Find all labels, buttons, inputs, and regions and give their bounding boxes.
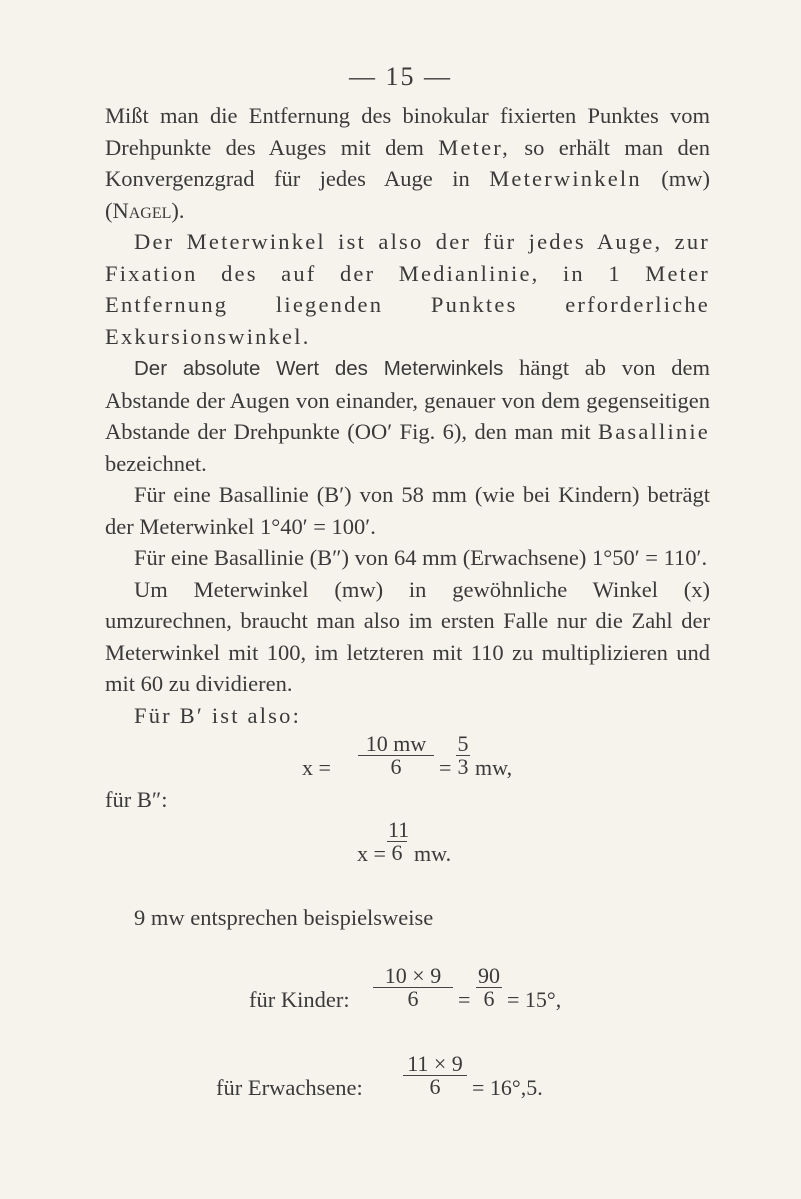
fraction	[373, 965, 453, 1010]
formula-lhs: x =	[357, 841, 386, 866]
denominator: 6	[429, 1074, 441, 1099]
numerator: 10 × 9	[373, 965, 453, 988]
paragraph-6: Um Meterwinkel (mw) in gewöhnliche Winkel (x) umzurechnen, braucht man also im ersten Falle nur die Zahl der Meterwinkel mit 100, im letzteren mit 110 zu multiplizieren und mit 60 zu dividieren.	[105, 576, 710, 696]
numerator: 11	[388, 817, 410, 842]
text-run: Mißt man die Entfernung des binokular fixierten Punktes vom Drehpunkte des Auges mit dem	[105, 103, 710, 160]
emphasis-meterwinkeln: Meterwinkeln	[489, 166, 642, 191]
denominator: 6	[390, 754, 402, 779]
denominator: 6	[391, 840, 403, 865]
formula-lhs: x =	[302, 755, 331, 780]
text-run: (mw) (	[105, 166, 710, 223]
numerator: 5	[457, 731, 469, 756]
paragraph-2: Der Meterwinkel ist also der für jedes Auge, zur Fixation des auf der Medianlinie, in 1 Meter Entfernung liegenden Punktes erforderliche Exkursionswinkel.	[105, 229, 710, 349]
numerator: 90	[478, 963, 500, 988]
fraction	[476, 965, 502, 1010]
example-intro: 9 mw entsprechen beispielsweise	[134, 905, 434, 930]
equals-sign: =	[458, 987, 471, 1012]
formula-rhs: = 16°,5.	[472, 1075, 543, 1100]
equals-sign: =	[439, 755, 452, 780]
denominator: 6	[407, 986, 419, 1011]
formula-rhs: = 15°,	[507, 987, 562, 1012]
numerator: 11 × 9	[403, 1053, 467, 1076]
paragraph-1	[105, 100, 710, 226]
fraction	[456, 733, 470, 778]
formula-label: für Erwachsene:	[216, 1075, 363, 1100]
formula-rhs: mw.	[414, 841, 452, 866]
fraction	[387, 817, 410, 865]
label-b-double-prime: für B″:	[105, 787, 168, 812]
text-run: so erhält man den Konvergenzgrad für jedes Auge in	[105, 134, 710, 191]
emphasis-basallinie: Basallinie	[598, 419, 710, 444]
denominator: 3	[457, 754, 469, 779]
numerator: 10 mw	[358, 733, 434, 756]
formula-rhs: mw,	[475, 755, 513, 780]
paragraph-7: Für B′ ist also:	[134, 702, 302, 728]
text-run: ).	[171, 197, 185, 223]
emphasis-meter: Meter,	[438, 134, 510, 160]
bold-heading-run: Der absolute Wert des Meterwinkels	[134, 357, 504, 380]
paragraph-3	[105, 352, 710, 479]
paragraph-4: Für eine Basallinie (B′) von 58 mm (wie bei Kindern) beträgt der Meterwinkel 1°40′ = 100′.	[105, 482, 710, 539]
author-name: Nagel	[112, 197, 172, 223]
body-text	[105, 100, 710, 731]
denominator: 6	[483, 986, 495, 1011]
page-number: — 15 —	[349, 62, 452, 91]
fraction	[358, 733, 434, 778]
text-run: bezeichnet.	[105, 450, 207, 476]
fraction	[403, 1053, 467, 1098]
paragraph-5: Für eine Basallinie (B″) von 64 mm (Erwachsene) 1°50′ = 110′.	[134, 545, 708, 570]
text-run: hängt ab von dem Abstande der Augen von einander, genauer von dem gegenseitigen Abstande der Drehpunkte (OO′ Fig. 6), den man mit	[105, 355, 710, 444]
formula-label: für Kinder:	[249, 987, 350, 1012]
